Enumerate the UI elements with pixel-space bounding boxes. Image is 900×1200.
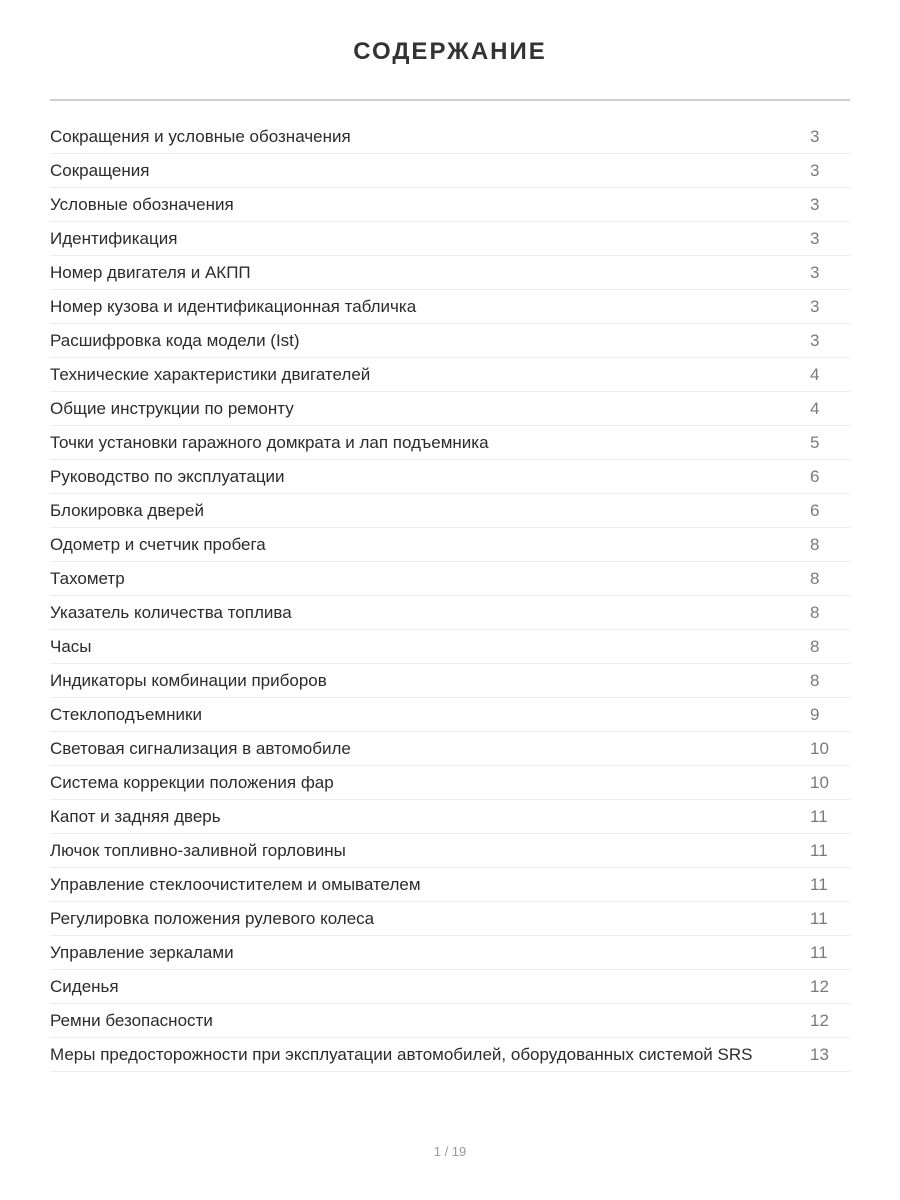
toc-entry-page-number: 8 xyxy=(810,534,820,554)
toc-entry-page-number: 11 xyxy=(810,942,828,962)
toc-entry-title: Руководство по эксплуатации xyxy=(50,466,285,486)
toc-entry[interactable] xyxy=(50,664,850,698)
toc-entry-title: Лючок топливно-заливной горловины xyxy=(50,840,346,860)
toc-entry-title: Сиденья xyxy=(50,976,119,996)
toc-entry[interactable] xyxy=(50,936,850,970)
toc-entry-page-number: 3 xyxy=(810,194,820,214)
toc-entry-title: Идентификация xyxy=(50,228,178,248)
toc-entry-page-number: 4 xyxy=(810,398,820,418)
toc-entry[interactable] xyxy=(50,902,850,936)
toc-entry[interactable] xyxy=(50,630,850,664)
toc-entry[interactable] xyxy=(50,256,850,290)
toc-entry[interactable] xyxy=(50,392,850,426)
toc-entry-title: Условные обозначения xyxy=(50,194,234,214)
toc-entry-page-number: 3 xyxy=(810,160,820,180)
toc-entry[interactable] xyxy=(50,290,850,324)
toc-entry[interactable] xyxy=(50,222,850,256)
toc-entry[interactable] xyxy=(50,358,850,392)
toc-entry-title: Капот и задняя дверь xyxy=(50,806,221,826)
toc-entry-title: Регулировка положения рулевого колеса xyxy=(50,908,375,928)
toc-entry-title: Технические характеристики двигателей xyxy=(50,364,371,384)
toc-entry[interactable] xyxy=(50,766,850,800)
toc-entry[interactable] xyxy=(50,460,850,494)
toc-entry-page-number: 12 xyxy=(810,1010,829,1030)
toc-entry-title: Управление стеклоочистителем и омывателем xyxy=(50,874,421,894)
toc-entry-title: Номер двигателя и АКПП xyxy=(50,262,251,282)
toc-entry-title: Номер кузова и идентификационная табличка xyxy=(50,296,417,316)
page-title: СОДЕРЖАНИЕ xyxy=(353,38,547,65)
toc-entry[interactable] xyxy=(50,562,850,596)
toc-entry[interactable] xyxy=(50,324,850,358)
toc-entry-page-number: 10 xyxy=(810,772,829,792)
toc-entry-title: Система коррекции положения фар xyxy=(50,772,334,792)
toc-entry-title: Тахометр xyxy=(50,568,125,588)
toc-entry-page-number: 8 xyxy=(810,602,820,622)
toc-entry-title: Управление зеркалами xyxy=(50,942,234,962)
title-divider xyxy=(50,99,850,101)
toc-entry-page-number: 4 xyxy=(810,364,820,384)
toc-entry[interactable] xyxy=(50,800,850,834)
toc-entry[interactable] xyxy=(50,698,850,732)
toc-entry-title: Блокировка дверей xyxy=(50,500,205,520)
toc-entry-page-number: 9 xyxy=(810,704,820,724)
toc-entry[interactable] xyxy=(50,596,850,630)
toc-entry-title: Общие инструкции по ремонту xyxy=(50,398,294,418)
toc-entry-title: Часы xyxy=(50,636,92,656)
toc-entry-title: Меры предосторожности при эксплуатации автомобилей, оборудованных системой SRS xyxy=(50,1044,753,1064)
toc-entry-page-number: 8 xyxy=(810,636,820,656)
toc-entry-page-number: 8 xyxy=(810,568,820,588)
toc-entry-page-number: 13 xyxy=(810,1044,829,1064)
toc-entry-page-number: 6 xyxy=(810,466,820,486)
toc-entry-title: Указатель количества топлива xyxy=(50,602,292,622)
toc-entry[interactable] xyxy=(50,188,850,222)
page-indicator: 1 / 19 xyxy=(433,1144,467,1159)
toc-entry[interactable] xyxy=(50,1038,850,1072)
toc-entry[interactable] xyxy=(50,732,850,766)
toc-entry[interactable] xyxy=(50,120,850,154)
toc-entry-page-number: 11 xyxy=(810,806,828,826)
toc-entry-page-number: 8 xyxy=(810,670,820,690)
toc-entry-title: Расшифровка кода модели (Ist) xyxy=(50,330,300,350)
toc-entry[interactable] xyxy=(50,426,850,460)
toc-entry-page-number: 3 xyxy=(810,228,820,248)
toc-entry-page-number: 11 xyxy=(810,840,828,860)
toc-entry-page-number: 5 xyxy=(810,432,820,452)
toc-entry-page-number: 11 xyxy=(810,874,828,894)
toc-entry-title: Сокращения и условные обозначения xyxy=(50,126,351,146)
toc-entry-title: Ремни безопасности xyxy=(50,1010,213,1030)
toc-entry-page-number: 3 xyxy=(810,126,820,146)
toc-entry[interactable] xyxy=(50,834,850,868)
toc-entry-title: Одометр и счетчик пробега xyxy=(50,534,266,554)
toc-entry-title: Сокращения xyxy=(50,160,150,180)
toc-entry[interactable] xyxy=(50,970,850,1004)
toc-entry-title: Индикаторы комбинации приборов xyxy=(50,670,327,690)
toc-entry[interactable] xyxy=(50,528,850,562)
toc-entry[interactable] xyxy=(50,154,850,188)
toc-entry-title: Световая сигнализация в автомобиле xyxy=(50,738,351,758)
toc-entry-page-number: 6 xyxy=(810,500,820,520)
toc-list xyxy=(50,120,850,1072)
toc-entry[interactable] xyxy=(50,494,850,528)
toc-entry-title: Точки установки гаражного домкрата и лап подъемника xyxy=(50,432,489,452)
toc-entry-page-number: 3 xyxy=(810,296,820,316)
toc-entry-page-number: 3 xyxy=(810,262,820,282)
toc-entry[interactable] xyxy=(50,1004,850,1038)
toc-entry-page-number: 12 xyxy=(810,976,829,996)
toc-entry-title: Стеклоподъемники xyxy=(50,704,202,724)
toc-entry[interactable] xyxy=(50,868,850,902)
toc-entry-page-number: 10 xyxy=(810,738,829,758)
toc-entry-page-number: 3 xyxy=(810,330,820,350)
toc-entry-page-number: 11 xyxy=(810,908,828,928)
